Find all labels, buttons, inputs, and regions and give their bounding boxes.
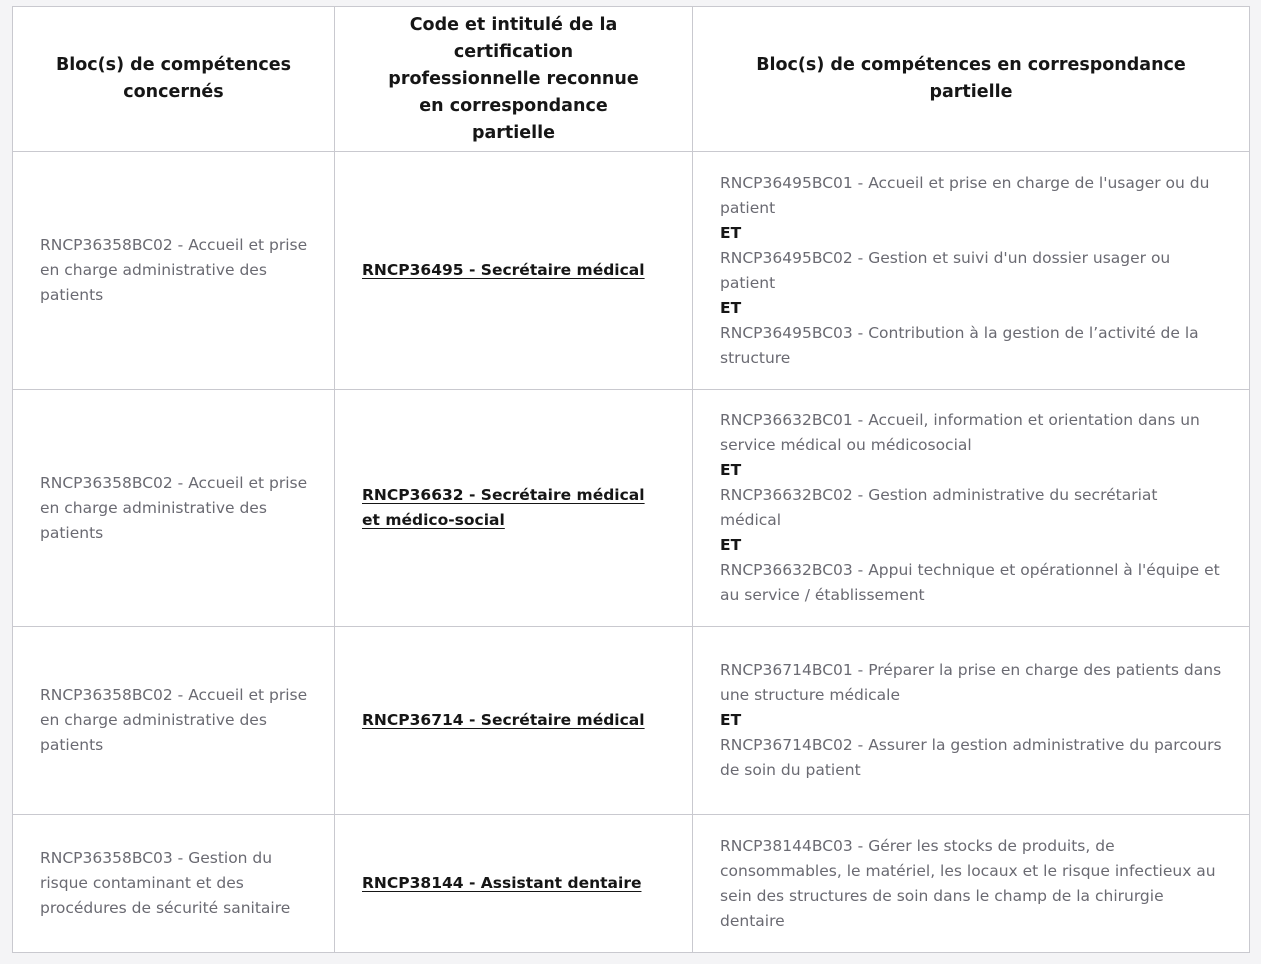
partial-bloc-item: RNCP36632BC02 - Gestion administrative du secrétariat médical bbox=[720, 486, 1158, 529]
partial-bloc-item: RNCP36714BC01 - Préparer la prise en charge des patients dans une structure médicale bbox=[720, 661, 1222, 704]
et-connector: ET bbox=[720, 711, 742, 729]
table-row bbox=[13, 152, 1250, 390]
partial-blocs-cell bbox=[693, 815, 1250, 953]
certification-cell bbox=[335, 152, 693, 390]
partial-blocs-cell bbox=[693, 152, 1250, 390]
table-header-row bbox=[13, 7, 1250, 152]
table-row bbox=[13, 627, 1250, 815]
et-connector: ET bbox=[720, 536, 742, 554]
et-connector: ET bbox=[720, 461, 742, 479]
header-blocs-concernes: Bloc(s) de compétences concernés bbox=[13, 7, 335, 152]
partial-bloc-item: RNCP36632BC01 - Accueil, information et orientation dans un service médical ou médicosocial bbox=[720, 411, 1200, 454]
bloc-cell: RNCP36358BC02 - Accueil et prise en charge administrative des patients bbox=[13, 390, 335, 627]
bloc-cell: RNCP36358BC02 - Accueil et prise en charge administrative des patients bbox=[13, 152, 335, 390]
certification-link[interactable]: RNCP38144 - Assistant dentaire bbox=[362, 874, 642, 892]
correspondence-table bbox=[12, 6, 1250, 953]
certification-cell bbox=[335, 390, 693, 627]
partial-bloc-item: RNCP36632BC03 - Appui technique et opérationnel à l'équipe et au service / établissement bbox=[720, 561, 1220, 604]
certification-cell bbox=[335, 627, 693, 815]
partial-blocs-cell bbox=[693, 390, 1250, 627]
bloc-cell: RNCP36358BC03 - Gestion du risque contaminant et des procédures de sécurité sanitaire bbox=[13, 815, 335, 953]
correspondence-table-container bbox=[12, 6, 1249, 953]
table-row bbox=[13, 815, 1250, 953]
et-connector: ET bbox=[720, 298, 742, 317]
certification-cell bbox=[335, 815, 693, 953]
certification-link[interactable]: RNCP36632 - Secrétaire médical et médico-social bbox=[362, 486, 645, 529]
bloc-cell: RNCP36358BC02 - Accueil et prise en charge administrative des patients bbox=[13, 627, 335, 815]
partial-blocs-cell bbox=[693, 627, 1250, 815]
et-connector: ET bbox=[720, 223, 742, 242]
certification-link[interactable]: RNCP36714 - Secrétaire médical bbox=[362, 711, 645, 729]
partial-bloc-item: RNCP36495BC01 - Accueil et prise en charge de l'usager ou du patient bbox=[720, 173, 1210, 217]
header-blocs-correspondance: Bloc(s) de compétences en correspondance partielle bbox=[693, 7, 1250, 152]
certification-link[interactable]: RNCP36495 - Secrétaire médical bbox=[362, 261, 645, 279]
header-certification: Code et intitulé de la certification professionnelle reconnue en correspondance partielle bbox=[335, 7, 693, 152]
partial-bloc-item: RNCP36495BC02 - Gestion et suivi d'un dossier usager ou patient bbox=[720, 248, 1171, 292]
partial-bloc-item: RNCP36714BC02 - Assurer la gestion administrative du parcours de soin du patient bbox=[720, 736, 1222, 779]
partial-bloc-item: RNCP38144BC03 - Gérer les stocks de produits, de consommables, le matériel, les locaux et le risque infectieux au sein des structures de soin dans le champ de la chirurgie dentaire bbox=[720, 836, 1216, 930]
partial-bloc-item: RNCP36495BC03 - Contribution à la gestion de l’activité de la structure bbox=[720, 323, 1199, 367]
table-row bbox=[13, 390, 1250, 627]
